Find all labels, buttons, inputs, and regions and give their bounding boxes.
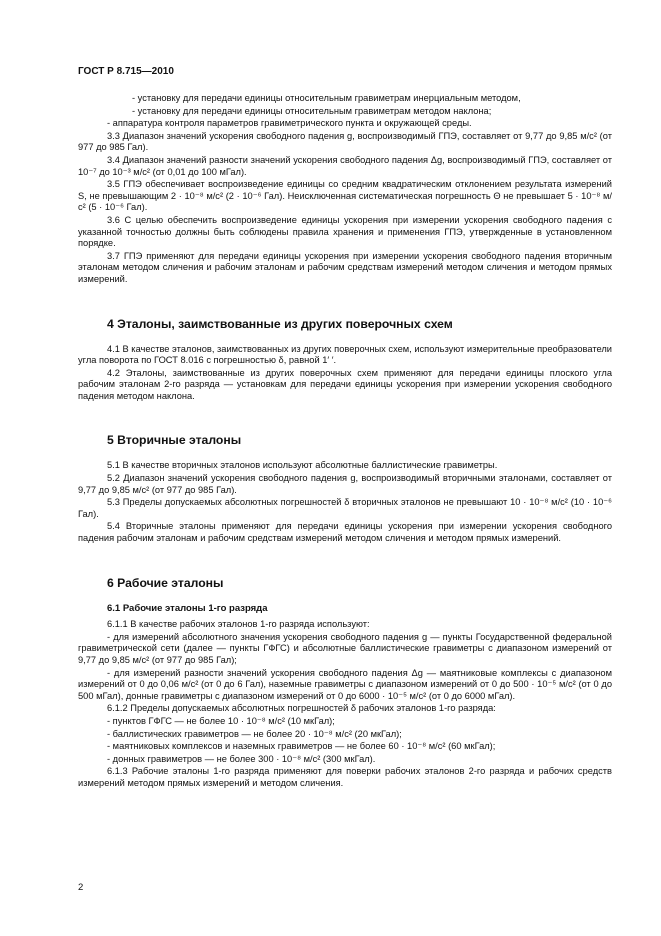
paragraph: 5.4 Вторичные эталоны применяют для передачи единицы ускорения при измерении ускорения свободного падения рабочим эталонам и рабочим средствам измерений методом сличения и методом прямых измерений. xyxy=(78,521,612,544)
page-number: 2 xyxy=(78,882,84,893)
paragraph: - пунктов ГФГС — не более 10 · 10⁻⁸ м/с² (10 мкГал); xyxy=(107,715,335,726)
section-heading: 5 Вторичные эталоны xyxy=(107,433,242,448)
section-heading: 6 Рабочие эталоны xyxy=(107,575,224,590)
paragraph: 3.7 ГПЭ применяют для передачи единицы ускорения при измерении ускорения свободного падения вторичным эталонам методом сличения и рабочим эталонам и рабочим средствам измерений методом сличения и методом прямых измерений. xyxy=(78,250,612,284)
paragraph: 3.3 Диапазон значений ускорения свободного падения g, воспроизводимый ГПЭ, составляет от 9,77 до 9,85 м/с² (от 977 до 985 Гал). xyxy=(78,130,612,153)
spacer xyxy=(78,287,612,317)
paragraph: 6.1.1 В качестве рабочих эталонов 1-го разряда используют: xyxy=(107,619,370,630)
spacer xyxy=(78,331,612,344)
document-body xyxy=(78,93,612,791)
paragraph: 6.1.3 Рабочие эталоны 1-го разряда применяют для поверки рабочих эталонов 2-го разряда и рабочих средств измерений методом прямых измерений и методом сличения. xyxy=(78,766,612,788)
subsection-heading: 6.1 Рабочие эталоны 1-го разряда xyxy=(107,602,268,614)
paragraph: - баллистических гравиметров — не более 20 · 10⁻⁸ м/с² (20 мкГал); xyxy=(107,728,402,739)
paragraph: 4.2 Эталоны, заимствованные из других поверочных схем применяют для передачи единицы плоского угла рабочим эталонам 2-го разряда — установкам для передачи единицы ускорения при измерении ускорения свободного падения методом наклона. xyxy=(78,367,612,401)
spacer xyxy=(78,403,612,433)
paragraph: 4.1 В качестве эталонов, заимствованных из других поверочных схем, используют измерительные преобразователи угла поворота по ГОСТ 8.016 с погрешностью δ, равной 1′ ′. xyxy=(78,343,612,366)
paragraph: - донных гравиметров — не более 300 · 10⁻⁸ м/с² (300 мкГал). xyxy=(107,753,376,764)
document-header: ГОСТ Р 8.715—2010 xyxy=(78,66,174,77)
paragraph: - аппаратура контроля параметров гравиметрического пункта и окружающей среды. xyxy=(107,118,472,129)
paragraph: 3.6 С целью обеспечить воспроизведение единицы ускорения при измерении ускорения свободного падения с указанной точностью должны быть соблюдены правила хранения и применения ГПЭ, утвержденные в установленном порядке. xyxy=(78,214,612,249)
paragraph: 3.4 Диапазон значений разности значений ускорения свободного падения Δg, воспроизводимый ГПЭ, составляет от 10⁻⁷ до 10⁻³ м/с² (от 0,01 до 100 мГал). xyxy=(78,154,612,177)
paragraph: - установку для передачи единицы относительным гравиметрам инерциальным методом, xyxy=(132,93,521,103)
paragraph: 5.1 В качестве вторичных эталонов используют абсолютные баллистические гравиметры. xyxy=(107,460,498,471)
paragraph: - для измерений абсолютного значения ускорения свободного падения g — пункты Государственной федеральной гравиметрической сети (далее — пункты ГФГС) и абсолютные баллистические гравиметры с диапазоном измерений от 9,77 до 9,85 м/с² (от 977 до 985 Гал); xyxy=(78,631,612,665)
paragraph: - установку для передачи единицы относительным гравиметрам методом наклона; xyxy=(132,105,492,116)
spacer xyxy=(78,447,612,460)
paragraph: 5.3 Пределы допускаемых абсолютных погрешностей δ вторичных эталонов не превышают 10 · 10⁻⁸ м/с² (10 · 10⁻⁶ Гал). xyxy=(78,497,612,519)
paragraph: 3.5 ГПЭ обеспечивает воспроизведение единицы со средним квадратическим отклонением результата измерений S, не превышающим 2 · 10⁻⁸ м/с² (2 · 10⁻⁶ Гал). Неисключенная систематическая погрешность Θ не превышает 5 · 10⁻⁸ м/с² (5 · 10⁻⁶ Гал). xyxy=(78,179,612,213)
paragraph: - маятниковых комплексов и наземных гравиметров — не более 60 · 10⁻⁸ м/с² (60 мкГал); xyxy=(107,741,496,752)
paragraph: 5.2 Диапазон значений ускорения свободного падения g, воспроизводимый вторичными эталонами, составляет от 9,77 до 9,85 м/с² (от 977 до 985 Гал). xyxy=(78,473,612,495)
spacer xyxy=(78,546,612,576)
paragraph: 6.1.2 Пределы допускаемых абсолютных погрешностей δ рабочих эталонов 1-го разряда: xyxy=(107,703,496,714)
section-heading: 4 Эталоны, заимствованные из других поверочных схем xyxy=(107,316,453,331)
spacer xyxy=(78,590,612,603)
paragraph: - для измерений разности значений ускорения свободного падения Δg — маятниковые комплексы с диапазоном измерений от 0 до 0,06 м/с² (от 0 до 6 Гал), наземные гравиметры с диапазоном измерений от 0 до 500 · 10⁻⁵ м/с² (от 0 до 500 мГал), донные гравиметры с диапазоном измерений от 0 до 6000 · 10⁻⁵ м/с² (от 0 до 6000 мГал). xyxy=(78,667,612,701)
